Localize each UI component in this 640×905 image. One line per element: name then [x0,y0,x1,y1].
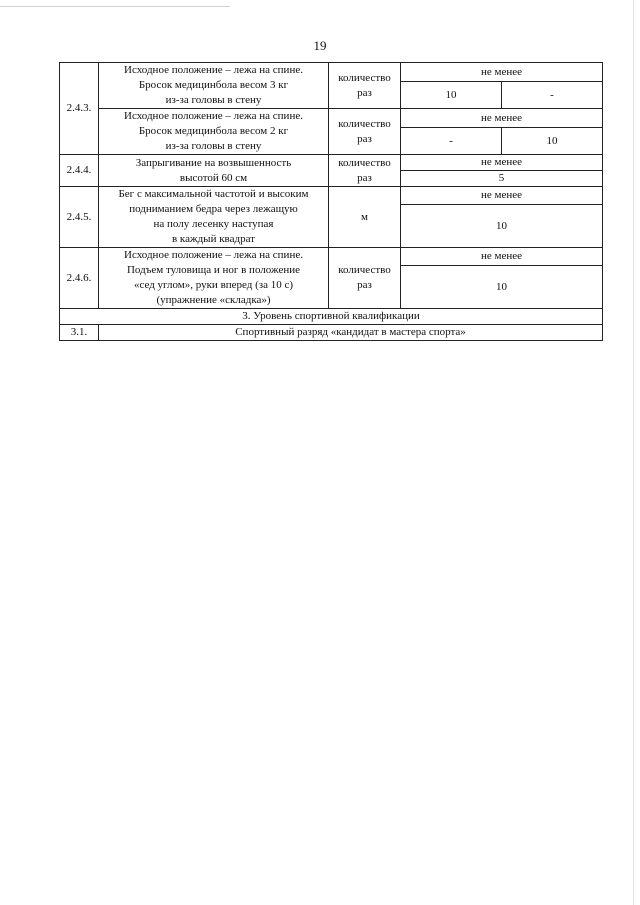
page-number: 19 [313,38,327,53]
row-number: 3.1. [60,325,99,341]
exercise-description: Исходное положение – лежа на спине. Бросок медицинбола весом 3 кг из-за головы в стену [99,63,329,109]
unit-cell: количество раз [329,109,401,155]
scan-top-rule [0,6,230,7]
unit-cell: количество раз [329,63,401,109]
exercise-description: Исходное положение – лежа на спине. Бросок медицинбола весом 2 кг из-за головы в стену [99,109,329,155]
section-title: 3. Уровень спортивной квалификации [60,309,603,325]
norm-header: не менее [401,187,603,205]
table-row [60,63,603,82]
table-row [60,109,603,128]
value-girls: 10 [502,128,603,155]
norm-header: не менее [401,63,603,82]
qualification-text: Спортивный разряд «кандидат в мастера спорта» [99,325,603,341]
table-row [60,187,603,205]
norm-value: 10 [401,266,603,309]
norms-table [59,62,603,341]
scan-side-rule [633,0,634,905]
table-row [60,325,603,341]
row-number: 2.4.5. [60,187,99,248]
value-girls: - [502,82,603,109]
norm-header: не менее [401,155,603,171]
unit-cell: м [329,187,401,248]
exercise-description: Исходное положение – лежа на спине. Подъем туловища и ног в положение «сед углом», руки вперед (за 10 с) (упражнение «складка») [99,248,329,309]
norm-header: не менее [401,248,603,266]
row-number: 2.4.4. [60,155,99,187]
norm-value: 10 [401,205,603,248]
table-row [60,309,603,325]
unit-cell: количество раз [329,155,401,187]
row-number: 2.4.6. [60,248,99,309]
norm-header: не менее [401,109,603,128]
norm-value: 5 [401,171,603,187]
value-boys: 10 [401,82,502,109]
exercise-description: Запрыгивание на возвышенность высотой 60 см [99,155,329,187]
unit-cell: количество раз [329,248,401,309]
value-boys: - [401,128,502,155]
row-number: 2.4.3. [60,63,99,155]
table-row [60,155,603,171]
table-row [60,248,603,266]
exercise-description: Бег с максимальной частотой и высоким подниманием бедра через лежащую на полу лесенку наступая в каждый квадрат [99,187,329,248]
